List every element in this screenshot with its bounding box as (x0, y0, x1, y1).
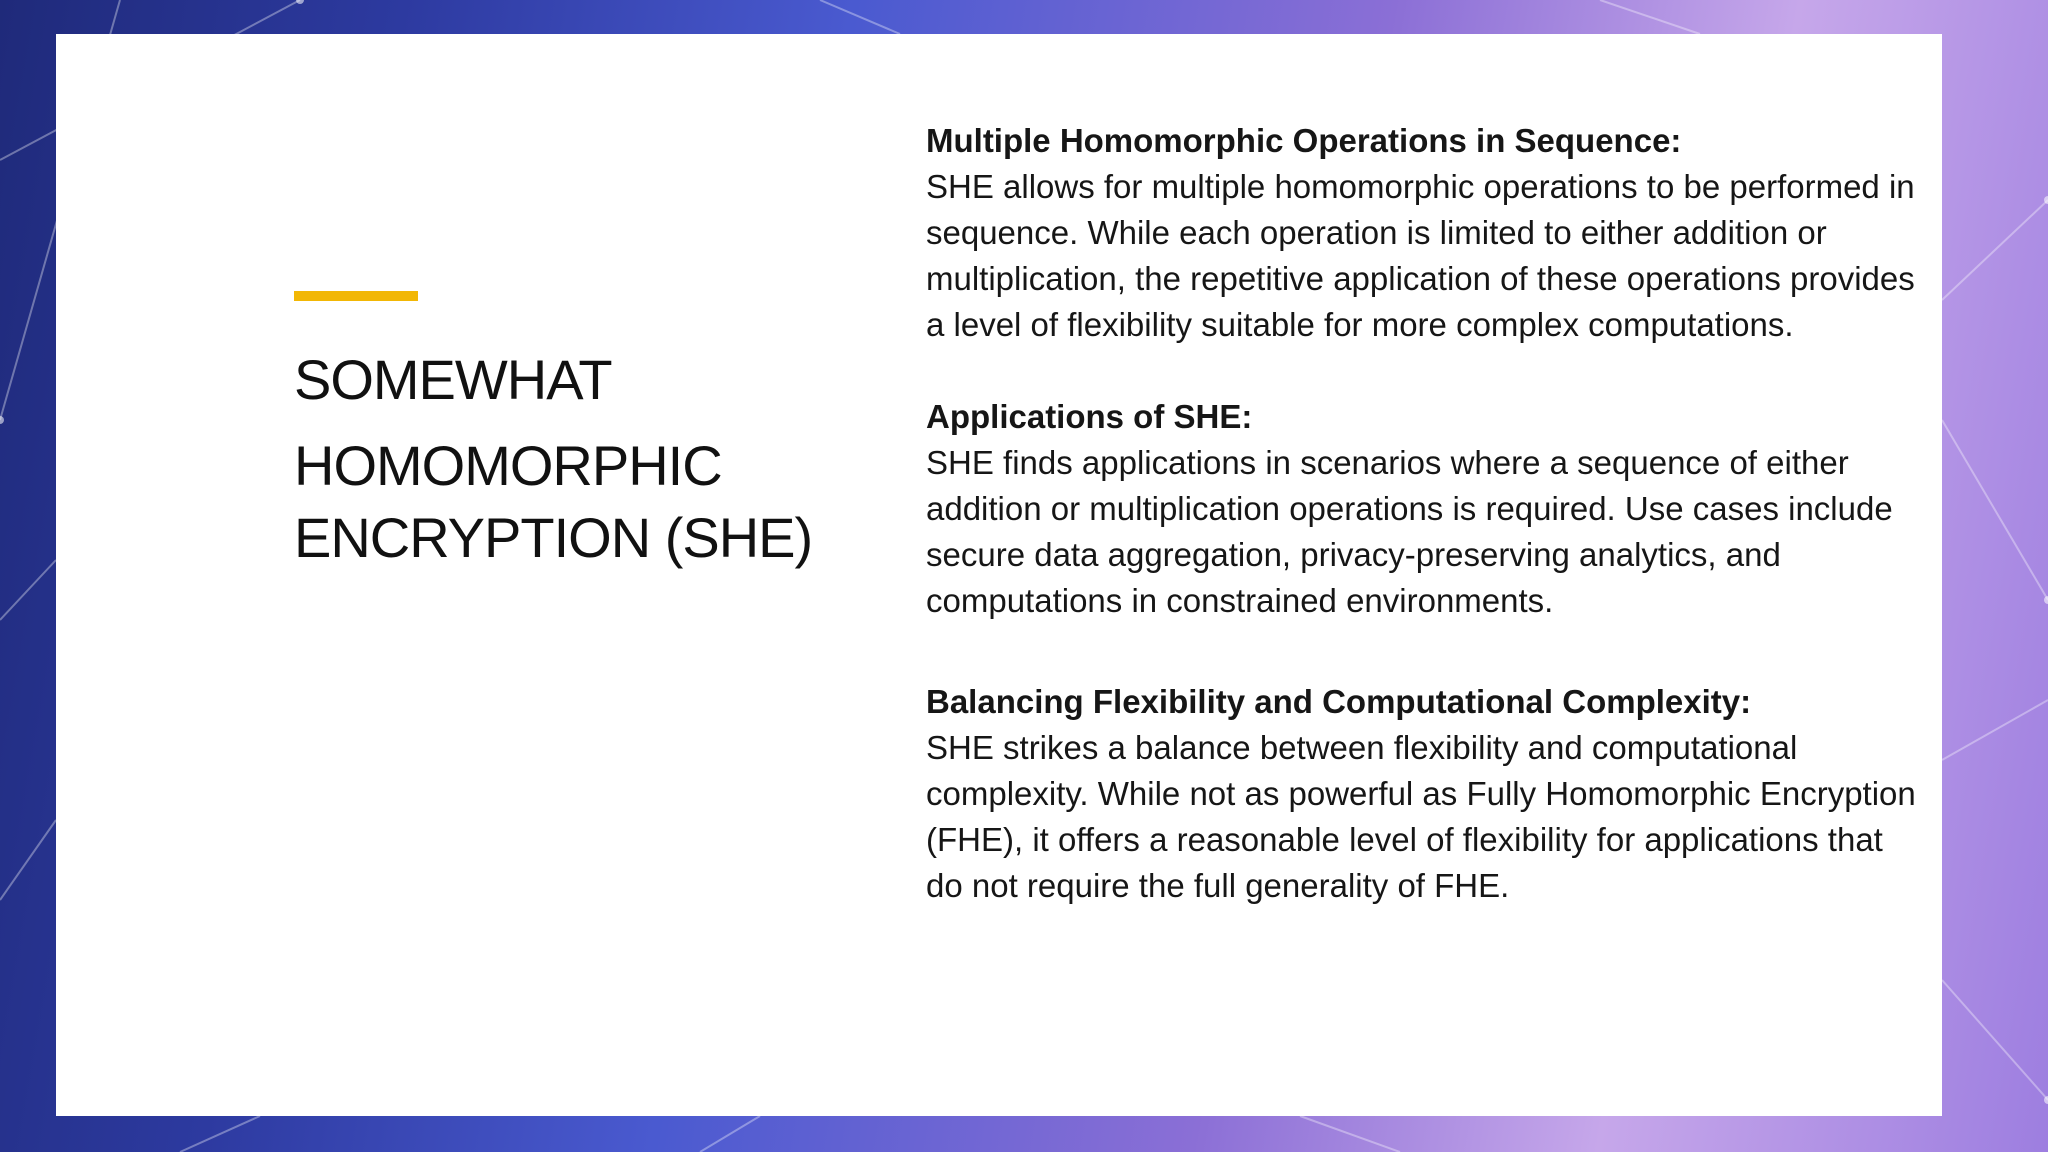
section-applications (926, 394, 1916, 624)
section-text: SHE finds applications in scenarios where a sequence of either addition or multiplication operations is required. Use cases include secure data aggregation, privacy-preserving analytics, and computations in constrained environments. (926, 444, 1893, 619)
slide-title-line-2: HOMOMORPHIC (294, 434, 722, 497)
slide-body (926, 118, 1916, 909)
section-text: SHE allows for multiple homomorphic operations to be performed in sequence. While each operation is limited to either addition or multiplication, the repetitive application of these operations provides a level of flexibility suitable for more complex computations. (926, 168, 1915, 343)
section-heading: Applications of SHE: (926, 398, 1253, 435)
section-heading: Multiple Homomorphic Operations in Sequence: (926, 122, 1682, 159)
slide-title-line-1: SOMEWHAT (294, 348, 612, 411)
slide-title-line-3: ENCRYPTION (SHE) (294, 506, 813, 569)
section-operations (926, 118, 1916, 348)
title-accent-bar (294, 291, 418, 301)
section-text: SHE strikes a balance between flexibility and computational complexity. While not as powerful as Fully Homomorphic Encryption (FHE), it offers a reasonable level of flexibility for applications that do not require the full generality of FHE. (926, 729, 1916, 904)
slide-content-card (56, 34, 1942, 1116)
slide-title (294, 344, 854, 574)
section-heading: Balancing Flexibility and Computational Complexity: (926, 683, 1752, 720)
section-balance (926, 679, 1916, 909)
